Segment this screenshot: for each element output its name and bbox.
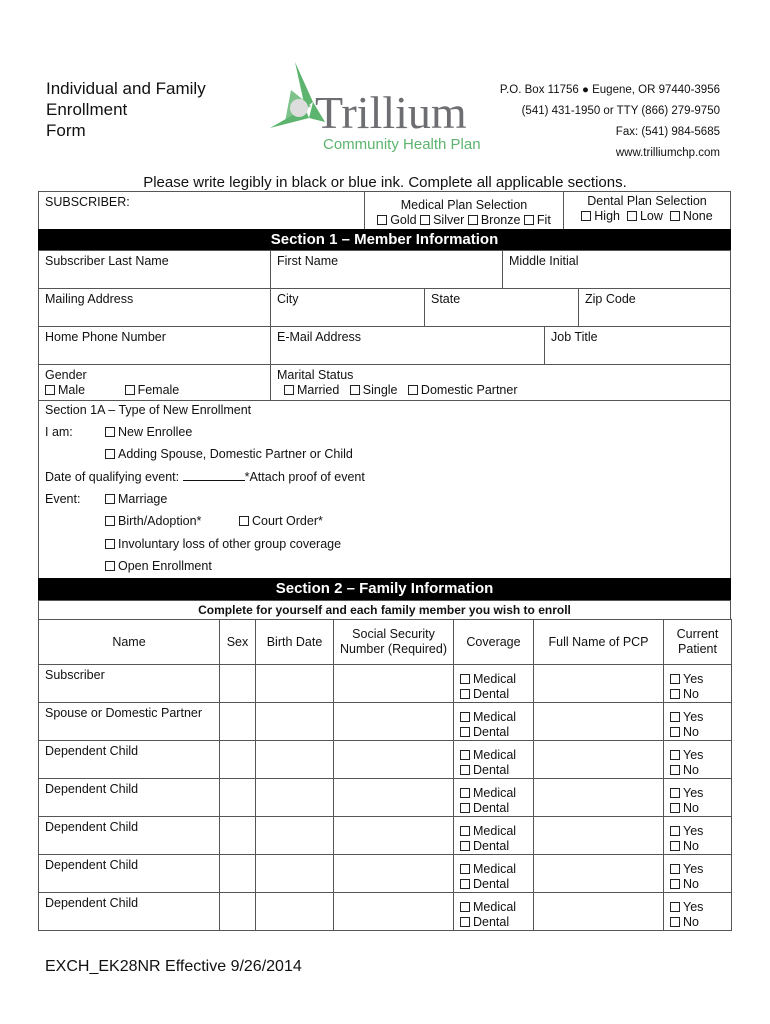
field-label: E-Mail Address <box>277 330 362 344</box>
phone: (541) 431-1950 or TTY (866) 279-9750 <box>521 105 720 117</box>
checkbox-no[interactable] <box>670 841 680 851</box>
cell-name <box>38 816 220 855</box>
checkbox-no[interactable] <box>670 803 680 813</box>
column-header-pcp <box>533 619 664 665</box>
option-label: Dental <box>473 915 510 929</box>
trillium-flower-icon <box>265 60 505 155</box>
svg-text:Trillium: Trillium <box>315 87 467 138</box>
form-code-footer: EXCH_EK28NR Effective 9/26/2014 <box>45 958 302 975</box>
option-label: Medical <box>473 786 517 800</box>
qualifying-date-field[interactable] <box>45 470 365 484</box>
option-label: Marriage <box>118 492 168 506</box>
field-label: Middle Initial <box>509 254 579 268</box>
cell-birth-date[interactable] <box>255 664 334 703</box>
option-label: Medical <box>473 824 517 838</box>
column-header-current-patient <box>663 619 732 665</box>
middle-initial-field[interactable] <box>502 250 731 289</box>
medical-plan-title: Medical Plan Selection <box>400 198 528 212</box>
checkbox-icon[interactable] <box>105 427 115 437</box>
option-label: No <box>683 877 699 891</box>
column-header-label: Social Security Number (Required) <box>340 627 447 656</box>
column-header-label: Current Patient <box>676 627 719 656</box>
attach-proof-note: *Attach proof of event <box>244 470 365 484</box>
adding-option[interactable] <box>105 447 353 461</box>
section2-header: Section 2 – Family Information <box>38 578 731 600</box>
cell-ssn[interactable] <box>333 816 454 855</box>
checkbox-none[interactable] <box>670 211 680 221</box>
cell-pcp[interactable] <box>533 664 664 703</box>
cell-ssn[interactable] <box>333 664 454 703</box>
column-header-name <box>38 619 220 665</box>
option-label: Involuntary loss of other group coverage <box>118 537 342 551</box>
cell-coverage <box>453 854 534 893</box>
option-label: Court Order* <box>252 514 323 528</box>
cell-pcp[interactable] <box>533 740 664 779</box>
cell-coverage <box>453 816 534 855</box>
cell-current-patient <box>663 740 732 779</box>
option-label: Dental <box>473 839 510 853</box>
cell-name <box>38 740 220 779</box>
cell-name <box>38 892 220 931</box>
subscriber-label: SUBSCRIBER: <box>45 195 130 209</box>
dental-plan-selection <box>563 191 731 230</box>
birth-option[interactable] <box>105 514 201 528</box>
column-header-label: Name <box>112 634 146 649</box>
email-field[interactable] <box>270 326 545 365</box>
cell-pcp[interactable] <box>533 778 664 817</box>
field-label: State <box>431 292 461 306</box>
checkbox-dental[interactable] <box>460 879 470 889</box>
medical-plan-selection <box>364 191 564 230</box>
option-label: Dental <box>473 687 510 701</box>
option-label: Domestic Partner <box>420 383 518 397</box>
option-label: Medical <box>473 748 517 762</box>
cell-name <box>38 702 220 741</box>
option-label: Yes <box>683 748 704 762</box>
option-label: Dental <box>473 763 510 777</box>
column-header-label: Full Name of PCP <box>548 634 649 649</box>
cell-birth-date[interactable] <box>255 778 334 817</box>
option-label: Medical <box>473 672 517 686</box>
cell-name <box>38 854 220 893</box>
checkbox-medical[interactable] <box>460 826 470 836</box>
cell-ssn[interactable] <box>333 892 454 931</box>
option-label: Yes <box>683 900 704 914</box>
cell-ssn[interactable] <box>333 702 454 741</box>
checkbox-medical[interactable] <box>460 788 470 798</box>
svg-text:Community Health Plan: Community Health Plan <box>323 136 481 153</box>
address: P.O. Box 11756 ● Eugene, OR 97440-3956 <box>499 84 720 96</box>
title-line: Individual and Family <box>46 79 206 98</box>
cell-pcp[interactable] <box>533 854 664 893</box>
checkbox-yes[interactable] <box>670 788 680 798</box>
gender-field <box>38 364 271 401</box>
checkbox-female[interactable] <box>125 385 135 395</box>
checkbox-domestic-partner[interactable] <box>408 385 418 395</box>
field-label: Home Phone Number <box>45 330 166 344</box>
date-blank[interactable] <box>183 470 245 481</box>
option-label: Fit <box>536 213 551 227</box>
last-name-field[interactable] <box>38 250 271 289</box>
option-label: New Enrollee <box>118 425 193 439</box>
checkbox-medical[interactable] <box>460 750 470 760</box>
row-label: Dependent Child <box>45 896 139 910</box>
involuntary-option[interactable] <box>105 537 341 551</box>
row-label: Dependent Child <box>45 858 139 872</box>
cell-name <box>38 664 220 703</box>
contact-info <box>500 80 720 164</box>
row-label: Spouse or Domestic Partner <box>45 706 203 720</box>
cell-ssn[interactable] <box>333 778 454 817</box>
option-label: Low <box>639 209 663 223</box>
instructions: Please write legibly in black or blue ink. Complete all applicable sections. <box>143 174 627 191</box>
i-am-label: I am: <box>45 425 73 439</box>
option-label: Birth/Adoption* <box>118 514 202 528</box>
section1-header: Section 1 – Member Information <box>38 229 731 250</box>
city-field[interactable] <box>270 288 425 327</box>
checkbox-no[interactable] <box>670 765 680 775</box>
checkbox-medical[interactable] <box>460 902 470 912</box>
cell-current-patient <box>663 778 732 817</box>
option-label: Medical <box>473 710 517 724</box>
cell-birth-date[interactable] <box>255 702 334 741</box>
option-label: Medical <box>473 900 517 914</box>
section2-subtitle: Complete for yourself and each family member you wish to enroll <box>38 600 731 620</box>
checkbox-dental[interactable] <box>460 765 470 775</box>
option-label: Adding Spouse, Domestic Partner or Child <box>118 447 353 461</box>
column-header-label: Sex <box>226 634 249 649</box>
marriage-option[interactable] <box>105 492 167 506</box>
cell-coverage <box>453 778 534 817</box>
cell-ssn[interactable] <box>333 854 454 893</box>
checkbox-no[interactable] <box>670 879 680 889</box>
checkbox-no[interactable] <box>670 917 680 927</box>
checkbox-icon[interactable] <box>105 494 115 504</box>
option-label: High <box>594 209 620 223</box>
option-label: Open Enrollment <box>118 559 212 573</box>
cell-sex[interactable] <box>219 664 256 703</box>
section1a-title: Section 1A – Type of New Enrollment <box>45 403 252 417</box>
option-label: Male <box>58 383 86 397</box>
cell-name <box>38 778 220 817</box>
checkbox-fit[interactable] <box>524 215 534 225</box>
row-label: Dependent Child <box>45 820 139 834</box>
cell-current-patient <box>663 702 732 741</box>
checkbox-high[interactable] <box>581 211 591 221</box>
field-label: Mailing Address <box>45 292 134 306</box>
column-header-ssn <box>333 619 454 665</box>
column-header-sex <box>219 619 256 665</box>
option-label: Single <box>362 383 398 397</box>
checkbox-yes[interactable] <box>670 712 680 722</box>
column-header-label: Birth Date <box>266 634 323 649</box>
checkbox-gold[interactable] <box>377 215 387 225</box>
cell-sex[interactable] <box>219 702 256 741</box>
cell-sex[interactable] <box>219 892 256 931</box>
checkbox-medical[interactable] <box>460 674 470 684</box>
form-title <box>46 78 206 141</box>
cell-coverage <box>453 740 534 779</box>
checkbox-icon[interactable] <box>239 516 249 526</box>
cell-birth-date[interactable] <box>255 854 334 893</box>
option-label: No <box>683 763 699 777</box>
mailing-address-field[interactable] <box>38 288 271 327</box>
cell-coverage <box>453 664 534 703</box>
checkbox-yes[interactable] <box>670 864 680 874</box>
checkbox-icon[interactable] <box>105 449 115 459</box>
option-label: No <box>683 687 699 701</box>
cell-current-patient <box>663 892 732 931</box>
cell-pcp[interactable] <box>533 892 664 931</box>
checkbox-medical[interactable] <box>460 864 470 874</box>
field-label: Date of qualifying event: <box>45 470 180 484</box>
checkbox-no[interactable] <box>670 689 680 699</box>
checkbox-dental[interactable] <box>460 727 470 737</box>
cell-birth-date[interactable] <box>255 816 334 855</box>
option-label: Yes <box>683 786 704 800</box>
option-label: Yes <box>683 824 704 838</box>
option-label: Gold <box>390 213 417 227</box>
checkbox-low[interactable] <box>627 211 637 221</box>
column-header-label: Coverage <box>466 634 521 649</box>
checkbox-dental[interactable] <box>460 689 470 699</box>
cell-coverage <box>453 892 534 931</box>
new-enrollee-option[interactable] <box>105 425 192 439</box>
column-header-birth-date <box>255 619 334 665</box>
cell-sex[interactable] <box>219 778 256 817</box>
state-field[interactable] <box>424 288 579 327</box>
court-order-option[interactable] <box>239 514 323 528</box>
subscriber-field[interactable] <box>38 191 365 230</box>
checkbox-single[interactable] <box>350 385 360 395</box>
cell-current-patient <box>663 854 732 893</box>
cell-current-patient <box>663 664 732 703</box>
marital-status-field <box>270 364 731 401</box>
option-label: Dental <box>473 877 510 891</box>
option-label: No <box>683 915 699 929</box>
option-label: Yes <box>683 862 704 876</box>
cell-sex[interactable] <box>219 740 256 779</box>
open-enrollment-option[interactable] <box>105 559 212 573</box>
zip-field[interactable] <box>578 288 731 327</box>
checkbox-dental[interactable] <box>460 803 470 813</box>
checkbox-silver[interactable] <box>420 215 430 225</box>
cell-birth-date[interactable] <box>255 892 334 931</box>
checkbox-male[interactable] <box>45 385 55 395</box>
checkbox-yes[interactable] <box>670 674 680 684</box>
checkbox-dental[interactable] <box>460 841 470 851</box>
option-label: No <box>683 839 699 853</box>
cell-coverage <box>453 702 534 741</box>
cell-birth-date[interactable] <box>255 740 334 779</box>
option-label: No <box>683 801 699 815</box>
checkbox-icon[interactable] <box>105 561 115 571</box>
trillium-logo <box>265 60 505 155</box>
option-label: Yes <box>683 672 704 686</box>
checkbox-icon[interactable] <box>105 516 115 526</box>
title-line: Enrollment <box>46 100 128 119</box>
checkbox-bronze[interactable] <box>468 215 478 225</box>
checkbox-yes[interactable] <box>670 750 680 760</box>
option-label: Medical <box>473 862 517 876</box>
cell-current-patient <box>663 816 732 855</box>
field-label: Zip Code <box>585 292 636 306</box>
option-label: Silver <box>433 213 465 227</box>
column-header-coverage <box>453 619 534 665</box>
option-label: Yes <box>683 710 704 724</box>
row-label: Dependent Child <box>45 782 139 796</box>
fax: Fax: (541) 984-5685 <box>615 126 720 138</box>
row-label: Dependent Child <box>45 744 139 758</box>
job-title-field[interactable] <box>544 326 731 365</box>
field-label: First Name <box>277 254 339 268</box>
checkbox-yes[interactable] <box>670 826 680 836</box>
option-label: Bronze <box>480 213 521 227</box>
field-label: City <box>277 292 299 306</box>
cell-pcp[interactable] <box>533 816 664 855</box>
field-label: Job Title <box>551 330 598 344</box>
row-label: Subscriber <box>45 668 105 682</box>
cell-pcp[interactable] <box>533 702 664 741</box>
checkbox-dental[interactable] <box>460 917 470 927</box>
checkbox-icon[interactable] <box>105 539 115 549</box>
field-label: Marital Status <box>277 368 354 382</box>
field-label: Subscriber Last Name <box>45 254 169 268</box>
checkbox-married[interactable] <box>284 385 294 395</box>
option-label: Dental <box>473 725 510 739</box>
option-label: No <box>683 725 699 739</box>
website[interactable]: www.trilliumchp.com <box>615 147 720 159</box>
option-label: None <box>682 209 713 223</box>
field-label: Gender <box>45 368 87 382</box>
title-line: Form <box>46 121 86 140</box>
checkbox-medical[interactable] <box>460 712 470 722</box>
home-phone-field[interactable] <box>38 326 271 365</box>
checkbox-no[interactable] <box>670 727 680 737</box>
option-label: Married <box>296 383 340 397</box>
event-label: Event: <box>45 492 81 506</box>
cell-ssn[interactable] <box>333 740 454 779</box>
checkbox-yes[interactable] <box>670 902 680 912</box>
cell-sex[interactable] <box>219 854 256 893</box>
option-label: Female <box>137 383 180 397</box>
dental-plan-title: Dental Plan Selection <box>587 194 707 208</box>
cell-sex[interactable] <box>219 816 256 855</box>
first-name-field[interactable] <box>270 250 503 289</box>
option-label: Dental <box>473 801 510 815</box>
